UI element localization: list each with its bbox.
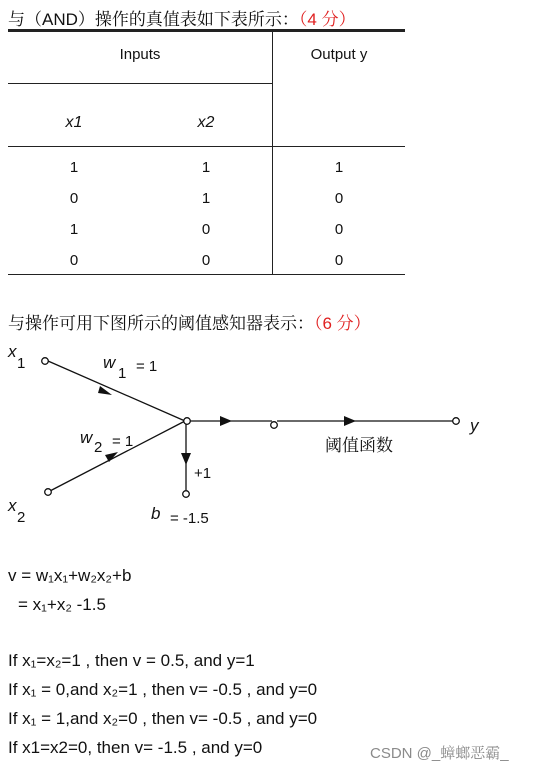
label-x1-sub: 1 [17,355,26,372]
label-x2: x [8,496,17,515]
case-line: If x₁ = 1,and x₂=0 , then v= -0.5 , and y=0 [8,709,318,728]
label-w2: w [80,428,93,447]
header-x1: x1 [65,114,83,131]
edge-x1-to-sum [48,361,185,421]
edge-x2-to-sum [48,421,185,492]
node-output [453,418,460,425]
cell-y: 0 [334,252,344,269]
section-2-heading-text: 与操作可用下图所示的阈值感知器表示： [8,314,314,333]
cell-x2: 0 [201,252,211,269]
table-bottom-rule [8,274,405,275]
cell-y: 1 [334,159,344,176]
label-x2-sub: 2 [17,509,26,526]
arrow-sum-out [220,416,232,426]
label-output-y: y [470,416,479,435]
table-top-rule [8,29,405,32]
header-inputs: Inputs [119,46,161,63]
table-inputs-rule [8,83,273,84]
node-threshold [271,422,278,429]
cell-x2: 1 [201,190,211,207]
table-column-divider [272,31,273,274]
cell-x2: 1 [201,159,211,176]
cell-y: 0 [334,221,344,238]
table-header-rule [8,146,405,147]
label-b-value: = -1.5 [170,510,209,527]
section-1-heading-text: 与（AND）操作的真值表如下表所示： [8,10,299,29]
cell-x2: 0 [201,221,211,238]
arrow-bias [181,453,191,465]
header-x2: x2 [197,114,215,131]
node-x2 [45,489,52,496]
section-1-score: （4 分） [298,10,356,29]
label-w1: w [103,353,116,372]
label-b: b [151,504,161,523]
label-w1-sub: 1 [118,365,127,382]
watermark: CSDN @_蟑螂恶霸_ [370,745,509,762]
case-line: If x₁=x₂=1 , then v = 0.5, and y=1 [8,651,255,670]
perceptron-diagram [0,335,558,555]
equation-v-line-1: v = w₁x₁+w₂x₂+b [8,566,132,585]
case-line: If x₁ = 0,and x₂=1 , then v= -0.5 , and y=0 [8,680,318,699]
arrow-threshold-out [344,416,356,426]
header-output: Output y [310,46,368,63]
label-w1-value: = 1 [136,358,158,375]
section-2-score: （6 分） [314,314,371,333]
node-sum [184,418,191,425]
label-x1: x [8,342,17,361]
equation-v-line-2: = x₁+x₂ -1.5 [18,595,106,614]
case-line: If x1=x2=0, then v= -1.5 , and y=0 [8,738,263,757]
node-bias [183,491,190,498]
cell-x1: 0 [69,190,79,207]
label-threshold-function: 阈值函数 [325,436,393,455]
arrow-w1 [98,386,112,395]
cell-x1: 1 [69,159,79,176]
section-2-heading [8,309,371,334]
cell-y: 0 [334,190,344,207]
label-bias-input: +1 [194,465,212,482]
node-x1 [42,358,49,365]
label-w2-value: = 1 [112,433,134,450]
cell-x1: 0 [69,252,79,269]
label-w2-sub: 2 [94,439,103,456]
cell-x1: 1 [69,221,79,238]
section-1-heading [8,5,356,30]
